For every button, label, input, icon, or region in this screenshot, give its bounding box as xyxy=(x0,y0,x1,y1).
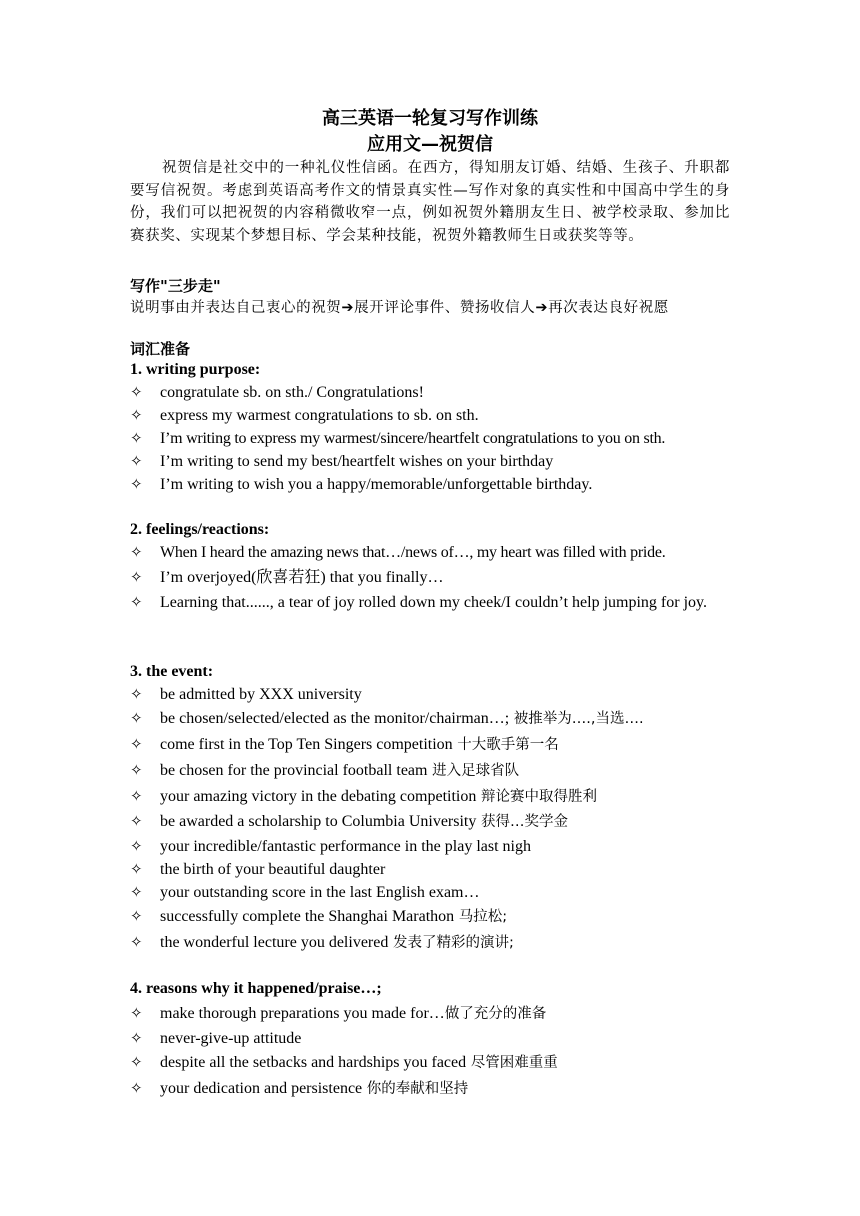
list-item: ✧ be awarded a scholarship to Columbia University 获得…奖学金 xyxy=(130,810,732,834)
list-item: ✧ come first in the Top Ten Singers competition 十大歌手第一名 xyxy=(130,733,732,757)
bullet-icon: ✧ xyxy=(130,787,143,805)
bullet-icon: ✧ xyxy=(130,860,143,878)
section-heading: 4. reasons why it happened/praise…; xyxy=(130,980,382,997)
bullet-icon: ✧ xyxy=(130,735,143,753)
list-item: ✧ be chosen for the provincial football team 进入足球省队 xyxy=(130,759,732,783)
list-item: ✧ your incredible/fantastic performance in the play last nigh xyxy=(130,835,732,859)
list-item: ✧ be chosen/selected/elected as the monitor/chairman…; 被推举为….,当选…. xyxy=(130,707,732,731)
bullet-icon: ✧ xyxy=(130,812,143,830)
section-heading: 3. the event: xyxy=(130,663,214,680)
list-item: ✧ never-give-up attitude xyxy=(130,1027,732,1051)
bullet-icon: ✧ xyxy=(130,406,143,424)
list-item: ✧ When I heard the amazing news that…/news of…, my heart was filled with pride. xyxy=(130,541,732,565)
document-subtitle: 应用文—祝贺信 xyxy=(367,134,493,155)
list-item: ✧ your amazing victory in the debating competition 辩论赛中取得胜利 xyxy=(130,785,732,809)
bullet-icon: ✧ xyxy=(130,568,143,586)
list-item: ✧ I’m writing to wish you a happy/memorable/unforgettable birthday. xyxy=(130,473,732,497)
bullet-icon: ✧ xyxy=(130,1004,143,1022)
bullet-icon: ✧ xyxy=(130,383,143,401)
steps-heading: 写作"三步走" xyxy=(130,277,221,295)
bullet-icon: ✧ xyxy=(130,475,143,493)
list-item: ✧ the wonderful lecture you delivered 发表了精彩的演讲; xyxy=(130,931,732,955)
bullet-icon: ✧ xyxy=(130,429,143,447)
bullet-icon: ✧ xyxy=(130,709,143,727)
bullet-icon: ✧ xyxy=(130,883,143,901)
list-item: ✧ make thorough preparations you made for…做了充分的准备 xyxy=(130,1002,732,1026)
bullet-icon: ✧ xyxy=(130,1029,143,1047)
list-item: ✧ despite all the setbacks and hardships you faced 尽管困难重重 xyxy=(130,1051,732,1075)
list-item: ✧ I’m overjoyed(欣喜若狂) that you finally… xyxy=(130,566,732,590)
list-item: ✧ congratulate sb. on sth./ Congratulations! xyxy=(130,381,732,405)
bullet-icon: ✧ xyxy=(130,593,143,611)
intro-paragraph: 祝贺信是社交中的一种礼仪性信函。在西方，得知朋友订婚、结婚、生孩子、升职都要写信祝贺。考虑到英语高考作文的情景真实性—写作对象的真实性和中国高中学生的身份，我们可以把祝贺的内容稍微收窄一点，例如祝贺外籍朋友生日、被学校录取、参加比赛获奖、实现某个梦想目标、学会某种技能，祝贺外籍教师生日或获奖等等。 xyxy=(130,160,730,244)
bullet-icon: ✧ xyxy=(130,1079,143,1097)
list-item: ✧ your dedication and persistence 你的奉献和坚持 xyxy=(130,1077,732,1101)
list-item: ✧ be admitted by XXX university xyxy=(130,683,732,707)
bullet-icon: ✧ xyxy=(130,685,143,703)
list-item: ✧ the birth of your beautiful daughter xyxy=(130,858,732,882)
steps-text: 说明事由并表达自己衷心的祝贺➔展开评论事件、赞扬收信人➔再次表达良好祝愿 xyxy=(130,300,669,316)
list-item: ✧ I’m writing to express my warmest/sincere/heartfelt congratulations to you on sth. xyxy=(130,427,732,451)
bullet-icon: ✧ xyxy=(130,543,143,561)
bullet-icon: ✧ xyxy=(130,837,143,855)
list-item: ✧ Learning that......, a tear of joy rolled down my cheek/I couldn’t help jumping for joy. xyxy=(130,591,732,615)
list-item: ✧ successfully complete the Shanghai Marathon 马拉松; xyxy=(130,905,732,929)
bullet-icon: ✧ xyxy=(130,452,143,470)
document-title: 高三英语一轮复习写作训练 xyxy=(322,108,538,129)
section-heading: 2. feelings/reactions: xyxy=(130,521,270,538)
bullet-icon: ✧ xyxy=(130,761,143,779)
bullet-icon: ✧ xyxy=(130,907,143,925)
list-item: ✧ express my warmest congratulations to sb. on sth. xyxy=(130,404,732,428)
bullet-icon: ✧ xyxy=(130,1053,143,1071)
list-item: ✧ I’m writing to send my best/heartfelt wishes on your birthday xyxy=(130,450,732,474)
bullet-icon: ✧ xyxy=(130,933,143,951)
section-heading: 1. writing purpose: xyxy=(130,361,261,378)
vocab-heading: 词汇准备 xyxy=(130,340,191,358)
list-item: ✧ your outstanding score in the last English exam… xyxy=(130,881,732,905)
